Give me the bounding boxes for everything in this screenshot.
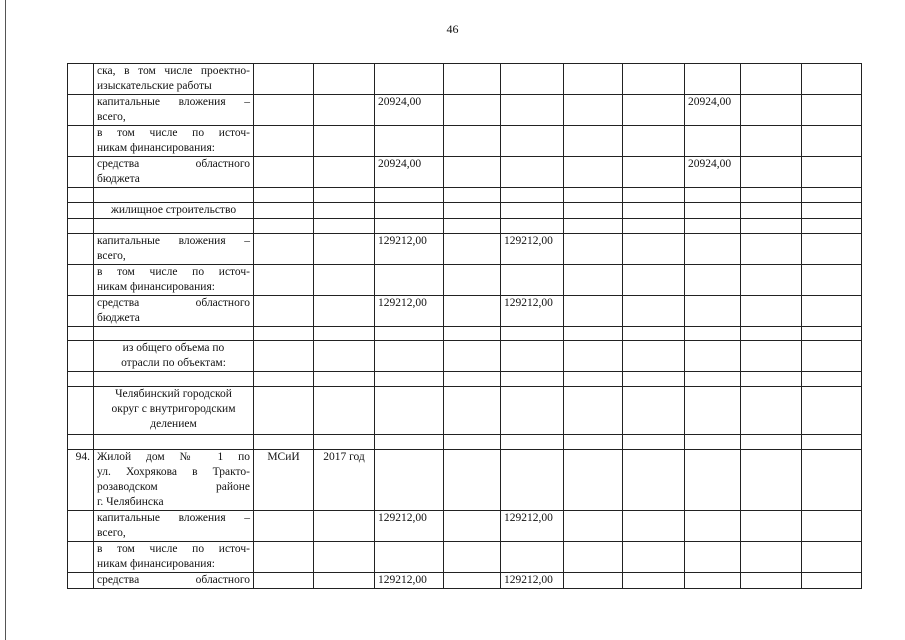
row-number-cell xyxy=(68,372,94,387)
amount-cell: 129212,00 xyxy=(501,573,564,589)
amount-cell xyxy=(501,341,564,372)
table-row xyxy=(68,450,862,511)
amount-cell: 129212,00 xyxy=(501,234,564,265)
row-number-cell xyxy=(68,188,94,203)
amount-cell xyxy=(741,265,802,296)
row-number-cell xyxy=(68,219,94,234)
amount-cell xyxy=(802,372,862,387)
description-line: делением xyxy=(150,418,197,430)
amount-cell xyxy=(623,265,685,296)
amount-cell xyxy=(741,234,802,265)
amount-cell xyxy=(741,372,802,387)
amount-cell xyxy=(444,511,501,542)
amount-cell xyxy=(444,296,501,327)
description-line: всего, xyxy=(97,527,126,539)
executor-cell xyxy=(254,203,314,219)
amount-cell xyxy=(564,327,623,341)
executor-cell xyxy=(254,511,314,542)
description-cell xyxy=(94,573,254,589)
period-cell xyxy=(314,327,375,341)
amount-cell xyxy=(501,450,564,511)
row-number-cell xyxy=(68,95,94,126)
executor-cell xyxy=(254,435,314,450)
amount-cell xyxy=(375,265,444,296)
amount-cell xyxy=(623,64,685,95)
table-row xyxy=(68,573,862,589)
description-line: никам финансирования: xyxy=(97,142,215,154)
amount-cell xyxy=(375,542,444,573)
period-cell xyxy=(314,296,375,327)
period-cell xyxy=(314,234,375,265)
amount-cell xyxy=(444,542,501,573)
row-number-cell xyxy=(68,511,94,542)
amount-cell xyxy=(564,573,623,589)
executor-cell xyxy=(254,126,314,157)
amount-cell xyxy=(444,372,501,387)
period-cell xyxy=(314,435,375,450)
amount-cell xyxy=(685,203,741,219)
description-cell xyxy=(94,296,254,327)
amount-cell xyxy=(444,573,501,589)
description-line: капитальные вложения – xyxy=(97,512,250,524)
description-line: никам финансирования: xyxy=(97,558,215,570)
amount-cell xyxy=(375,327,444,341)
amount-cell xyxy=(741,64,802,95)
amount-cell xyxy=(741,126,802,157)
row-number-cell xyxy=(68,157,94,188)
amount-cell xyxy=(685,573,741,589)
amount-cell xyxy=(375,219,444,234)
amount-cell xyxy=(375,435,444,450)
row-number-cell: 94. xyxy=(68,450,94,511)
amount-cell xyxy=(564,435,623,450)
table-row xyxy=(68,203,862,219)
amount-cell xyxy=(802,387,862,435)
amount-cell xyxy=(564,341,623,372)
row-number-cell xyxy=(68,573,94,589)
table-row xyxy=(68,296,862,327)
amount-cell: 129212,00 xyxy=(375,573,444,589)
description-line: всего, xyxy=(97,250,126,262)
period-cell xyxy=(314,126,375,157)
description-cell xyxy=(94,157,254,188)
description-line: Жилой дом № 1 по xyxy=(97,451,250,463)
amount-cell xyxy=(685,64,741,95)
description-cell xyxy=(94,435,254,450)
amount-cell xyxy=(623,126,685,157)
amount-cell xyxy=(375,372,444,387)
row-number-cell xyxy=(68,341,94,372)
amount-cell xyxy=(623,542,685,573)
executor-cell xyxy=(254,387,314,435)
amount-cell xyxy=(802,435,862,450)
amount-cell xyxy=(564,387,623,435)
amount-cell xyxy=(623,341,685,372)
amount-cell: 129212,00 xyxy=(375,296,444,327)
description-line: отрасли по объектам: xyxy=(121,357,226,369)
row-number-cell xyxy=(68,64,94,95)
amount-cell xyxy=(444,203,501,219)
executor-cell xyxy=(254,95,314,126)
amount-cell xyxy=(501,372,564,387)
amount-cell: 20924,00 xyxy=(375,157,444,188)
description-line: изыскательские работы xyxy=(97,80,212,92)
amount-cell xyxy=(444,341,501,372)
description-cell xyxy=(94,126,254,157)
description-cell xyxy=(94,511,254,542)
table-row xyxy=(68,126,862,157)
table-row xyxy=(68,219,862,234)
amount-cell xyxy=(623,372,685,387)
left-margin-rule xyxy=(5,0,6,640)
description-line: из общего объема по xyxy=(122,342,225,354)
executor-cell xyxy=(254,265,314,296)
description-line: Челябинский городской xyxy=(115,388,232,400)
amount-cell xyxy=(501,64,564,95)
table-row xyxy=(68,265,862,296)
period-cell xyxy=(314,64,375,95)
table-row xyxy=(68,327,862,341)
executor-cell xyxy=(254,372,314,387)
description-line: в том числе по источ- xyxy=(97,543,250,555)
budget-table-body xyxy=(68,64,862,589)
period-cell xyxy=(314,203,375,219)
description-cell xyxy=(94,234,254,265)
period-cell xyxy=(314,265,375,296)
description-line: бюджета xyxy=(97,312,140,324)
executor-cell: МСиИ xyxy=(254,450,314,511)
amount-cell xyxy=(623,157,685,188)
description-cell xyxy=(94,203,254,219)
amount-cell xyxy=(564,296,623,327)
amount-cell xyxy=(741,573,802,589)
amount-cell xyxy=(564,203,623,219)
row-number-cell xyxy=(68,126,94,157)
period-cell xyxy=(314,157,375,188)
executor-cell xyxy=(254,219,314,234)
amount-cell xyxy=(623,435,685,450)
amount-cell xyxy=(802,219,862,234)
amount-cell xyxy=(685,219,741,234)
executor-cell xyxy=(254,234,314,265)
amount-cell xyxy=(444,157,501,188)
amount-cell xyxy=(444,327,501,341)
amount-cell xyxy=(564,126,623,157)
amount-cell xyxy=(564,157,623,188)
table-row xyxy=(68,372,862,387)
table-row xyxy=(68,64,862,95)
description-cell xyxy=(94,219,254,234)
amount-cell: 20924,00 xyxy=(375,95,444,126)
amount-cell xyxy=(741,219,802,234)
amount-cell xyxy=(564,95,623,126)
amount-cell xyxy=(623,219,685,234)
amount-cell xyxy=(802,234,862,265)
amount-cell xyxy=(564,188,623,203)
table-row xyxy=(68,511,862,542)
amount-cell xyxy=(501,265,564,296)
amount-cell xyxy=(444,219,501,234)
executor-cell xyxy=(254,341,314,372)
amount-cell xyxy=(623,95,685,126)
amount-cell xyxy=(741,95,802,126)
table-row xyxy=(68,435,862,450)
amount-cell xyxy=(623,573,685,589)
amount-cell xyxy=(685,188,741,203)
executor-cell xyxy=(254,327,314,341)
amount-cell xyxy=(375,387,444,435)
amount-cell xyxy=(623,327,685,341)
amount-cell: 129212,00 xyxy=(375,234,444,265)
amount-cell xyxy=(685,234,741,265)
amount-cell xyxy=(685,126,741,157)
amount-cell xyxy=(564,542,623,573)
description-line: капитальные вложения – xyxy=(97,235,250,247)
description-line: жилищное строительство xyxy=(110,204,237,216)
amount-cell xyxy=(802,450,862,511)
amount-cell xyxy=(501,188,564,203)
description-cell xyxy=(94,188,254,203)
amount-cell xyxy=(623,203,685,219)
executor-cell xyxy=(254,64,314,95)
amount-cell xyxy=(685,372,741,387)
amount-cell xyxy=(623,296,685,327)
amount-cell xyxy=(685,450,741,511)
amount-cell xyxy=(802,296,862,327)
description-cell xyxy=(94,387,254,435)
description-line: в том числе по источ- xyxy=(97,266,250,278)
amount-cell xyxy=(685,265,741,296)
period-cell xyxy=(314,542,375,573)
table-row xyxy=(68,157,862,188)
amount-cell xyxy=(375,64,444,95)
amount-cell xyxy=(444,64,501,95)
amount-cell xyxy=(802,203,862,219)
description-line: ул. Хохрякова в Тракто- xyxy=(97,466,250,478)
amount-cell xyxy=(444,265,501,296)
description-line: ска, в том числе проектно- xyxy=(97,65,250,77)
period-cell xyxy=(314,341,375,372)
amount-cell xyxy=(444,95,501,126)
table-row xyxy=(68,234,862,265)
amount-cell xyxy=(564,64,623,95)
executor-cell xyxy=(254,573,314,589)
executor-cell xyxy=(254,188,314,203)
amount-cell: 20924,00 xyxy=(685,157,741,188)
amount-cell xyxy=(564,372,623,387)
amount-cell xyxy=(501,327,564,341)
period-cell xyxy=(314,95,375,126)
amount-cell xyxy=(444,234,501,265)
row-number-cell xyxy=(68,203,94,219)
amount-cell xyxy=(685,341,741,372)
amount-cell xyxy=(741,203,802,219)
amount-cell xyxy=(501,203,564,219)
executor-cell xyxy=(254,542,314,573)
amount-cell xyxy=(802,573,862,589)
table-row xyxy=(68,542,862,573)
row-number-cell xyxy=(68,387,94,435)
description-line: округ с внутригородским xyxy=(111,403,236,415)
description-line: розаводском районе xyxy=(97,481,250,493)
amount-cell xyxy=(802,327,862,341)
row-number-cell xyxy=(68,542,94,573)
amount-cell xyxy=(501,542,564,573)
amount-cell xyxy=(623,234,685,265)
executor-cell xyxy=(254,157,314,188)
amount-cell xyxy=(685,296,741,327)
description-cell xyxy=(94,95,254,126)
amount-cell xyxy=(802,341,862,372)
amount-cell xyxy=(741,157,802,188)
amount-cell xyxy=(375,203,444,219)
amount-cell xyxy=(741,327,802,341)
amount-cell xyxy=(564,450,623,511)
budget-table xyxy=(67,63,862,589)
amount-cell xyxy=(444,450,501,511)
table-row xyxy=(68,95,862,126)
amount-cell xyxy=(375,126,444,157)
period-cell xyxy=(314,219,375,234)
amount-cell xyxy=(685,542,741,573)
amount-cell xyxy=(802,64,862,95)
executor-cell xyxy=(254,296,314,327)
description-cell xyxy=(94,341,254,372)
description-line: всего, xyxy=(97,111,126,123)
amount-cell xyxy=(444,387,501,435)
period-cell xyxy=(314,387,375,435)
amount-cell xyxy=(685,387,741,435)
amount-cell xyxy=(741,542,802,573)
amount-cell xyxy=(685,327,741,341)
description-line: капитальные вложения – xyxy=(97,96,250,108)
period-cell xyxy=(314,573,375,589)
table-row xyxy=(68,341,862,372)
amount-cell xyxy=(802,157,862,188)
description-line: средства областного xyxy=(97,574,250,586)
amount-cell: 129212,00 xyxy=(501,296,564,327)
row-number-cell xyxy=(68,265,94,296)
amount-cell xyxy=(623,387,685,435)
amount-cell xyxy=(501,126,564,157)
description-cell xyxy=(94,64,254,95)
period-cell xyxy=(314,372,375,387)
period-cell: 2017 год xyxy=(314,450,375,511)
amount-cell xyxy=(741,387,802,435)
table-row xyxy=(68,188,862,203)
amount-cell xyxy=(802,511,862,542)
amount-cell xyxy=(802,126,862,157)
description-line: никам финансирования: xyxy=(97,281,215,293)
amount-cell xyxy=(501,435,564,450)
amount-cell xyxy=(564,511,623,542)
description-line: в том числе по источ- xyxy=(97,127,250,139)
amount-cell xyxy=(685,435,741,450)
amount-cell xyxy=(564,234,623,265)
amount-cell xyxy=(741,296,802,327)
amount-cell xyxy=(802,95,862,126)
amount-cell xyxy=(444,126,501,157)
table-row xyxy=(68,387,862,435)
amount-cell xyxy=(802,188,862,203)
description-line: бюджета xyxy=(97,173,140,185)
description-cell xyxy=(94,372,254,387)
row-number-cell xyxy=(68,327,94,341)
amount-cell xyxy=(501,387,564,435)
amount-cell: 20924,00 xyxy=(685,95,741,126)
amount-cell xyxy=(802,265,862,296)
amount-cell xyxy=(501,157,564,188)
description-cell xyxy=(94,450,254,511)
amount-cell xyxy=(564,219,623,234)
period-cell xyxy=(314,188,375,203)
amount-cell xyxy=(623,450,685,511)
row-number-cell xyxy=(68,296,94,327)
description-cell xyxy=(94,542,254,573)
page-number: 46 xyxy=(446,22,459,36)
amount-cell xyxy=(685,511,741,542)
description-line: средства областного xyxy=(97,158,250,170)
amount-cell xyxy=(375,188,444,203)
description-line: средства областного xyxy=(97,297,250,309)
amount-cell xyxy=(623,188,685,203)
amount-cell xyxy=(741,450,802,511)
description-cell xyxy=(94,265,254,296)
amount-cell xyxy=(741,188,802,203)
amount-cell xyxy=(802,542,862,573)
amount-cell xyxy=(501,95,564,126)
amount-cell xyxy=(623,511,685,542)
amount-cell xyxy=(444,435,501,450)
amount-cell xyxy=(741,511,802,542)
amount-cell xyxy=(741,341,802,372)
amount-cell xyxy=(444,188,501,203)
amount-cell xyxy=(564,265,623,296)
amount-cell: 129212,00 xyxy=(375,511,444,542)
row-number-cell xyxy=(68,234,94,265)
period-cell xyxy=(314,511,375,542)
amount-cell xyxy=(375,450,444,511)
amount-cell xyxy=(741,435,802,450)
amount-cell xyxy=(501,219,564,234)
row-number-cell xyxy=(68,435,94,450)
description-line: г. Челябинска xyxy=(97,496,164,508)
amount-cell xyxy=(375,341,444,372)
description-cell xyxy=(94,327,254,341)
amount-cell: 129212,00 xyxy=(501,511,564,542)
